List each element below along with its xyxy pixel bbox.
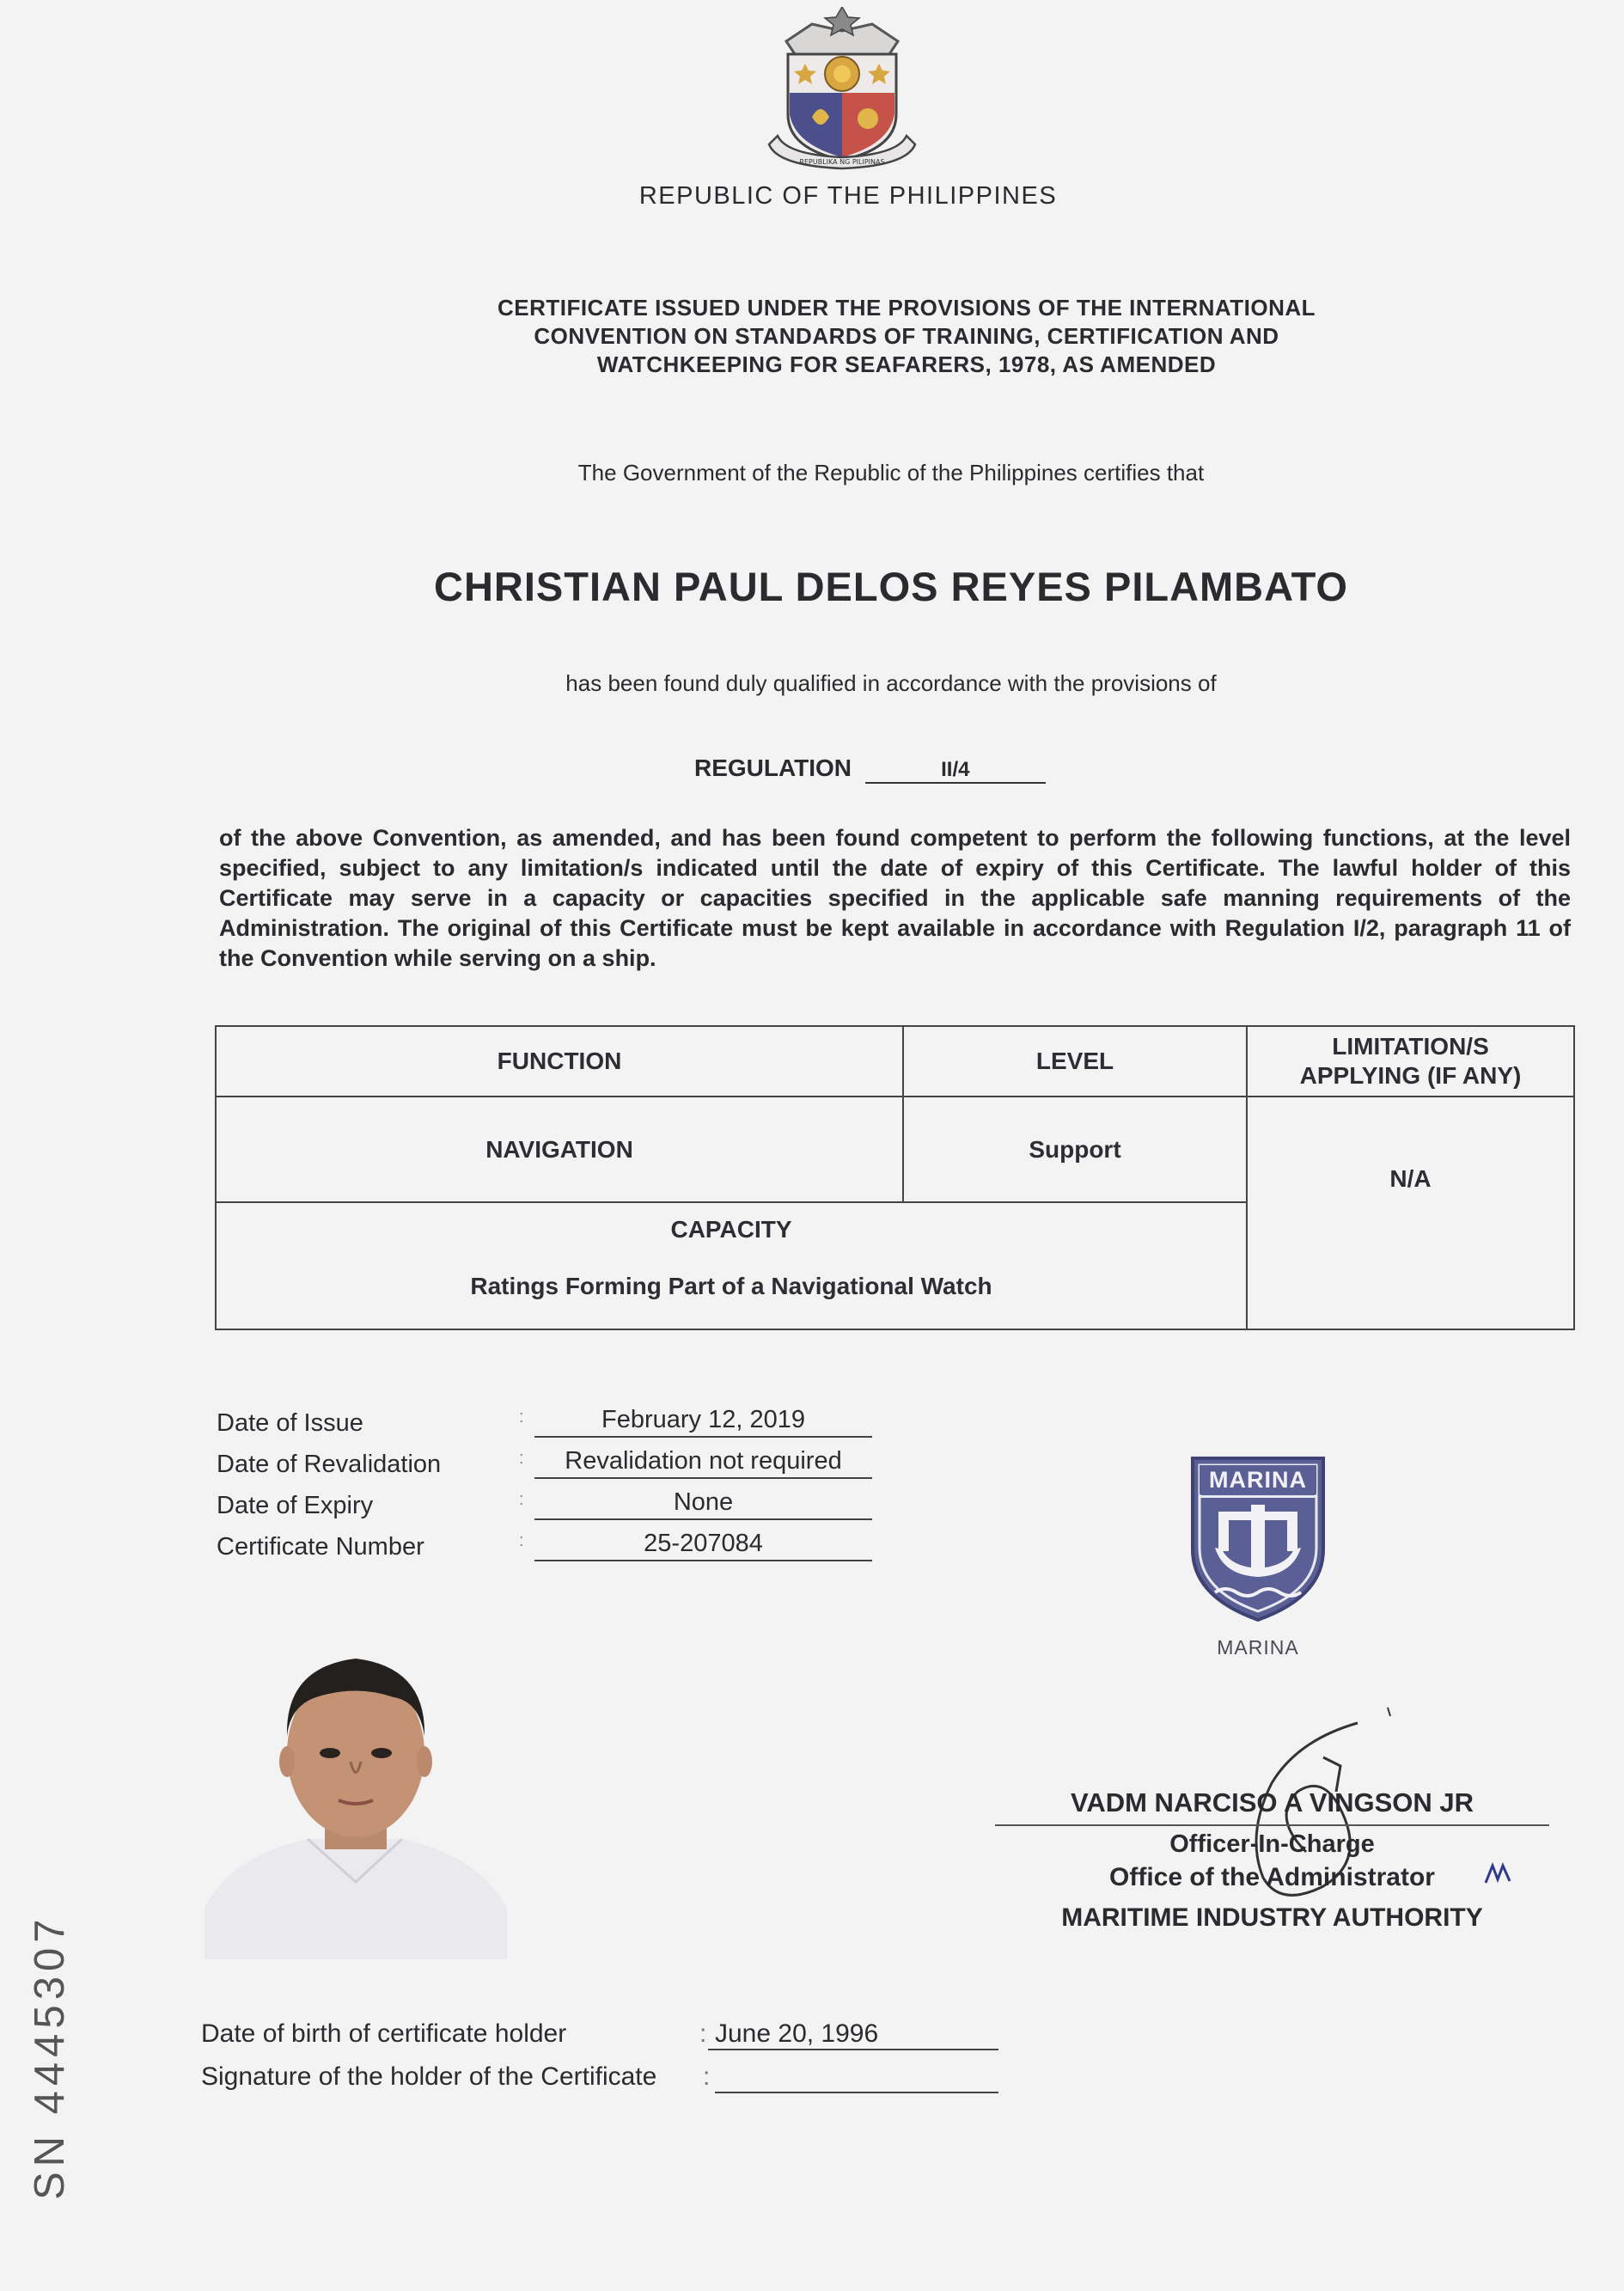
regulation-value: II/4 [865, 758, 1046, 784]
convention-heading [412, 294, 1401, 379]
dob-label: Date of birth of certificate holder [201, 2019, 567, 2048]
cell-limitations: N/A [1389, 1165, 1432, 1192]
marina-caption: MARINA [1217, 1636, 1299, 1659]
convention-heading-line: CERTIFICATE ISSUED UNDER THE PROVISIONS OF THE INTERNATIONAL [497, 295, 1316, 321]
date-label: Date of Expiry [217, 1492, 374, 1519]
date-value: 25-207084 [534, 1530, 872, 1561]
colon: : [519, 1490, 524, 1509]
header-limitations [1248, 1027, 1573, 1096]
colon: : [699, 2019, 707, 2048]
philippine-coat-of-arms-icon [760, 7, 924, 172]
date-row-certificate-number [217, 1526, 990, 1567]
holder-name: CHRISTIAN PAUL DELOS REYES PILAMBATO [434, 564, 1348, 609]
officer-name: VADM NARCISO A VINGSON JR [1070, 1787, 1474, 1818]
svg-text:REPUBLIKA NG PILIPINAS: REPUBLIKA NG PILIPINAS [799, 158, 885, 166]
colon: : [519, 1408, 524, 1427]
serial-number: SN 4445307 [27, 1914, 73, 2200]
colon: : [519, 1449, 524, 1468]
qualified-statement: has been found duly qualified in accordance with the provisions of [565, 670, 1217, 696]
capacity-value: Ratings Forming Part of a Navigational Watch [470, 1273, 992, 1299]
certifies-statement: The Government of the Republic of the Philippines certifies that [577, 460, 1205, 486]
colon: : [519, 1531, 524, 1550]
date-label: Date of Revalidation [217, 1451, 442, 1478]
officer-signature-line [995, 1824, 1549, 1826]
officer-title: Officer-In-Charge [1169, 1830, 1375, 1858]
header-limitations-line: LIMITATION/S [1332, 1033, 1489, 1060]
function-table [215, 1025, 1575, 1330]
competence-paragraph: of the above Convention, as amended, and has been found competent to perform the following functions, at the level specified, subject to any limitation/s indicated until the date of expiry of this Certificate. The lawful holder of this Certificate may serve in a capacity or capacities specified in the applicable safe manning requirements of the Administration. The original of this Certificate must be kept available in accordance with Regulation I/2, paragraph 11 of the Convention while serving on a ship. [219, 825, 1571, 971]
date-value: Revalidation not required [534, 1447, 872, 1479]
date-label: Date of Issue [217, 1409, 363, 1437]
regulation-field [694, 755, 1046, 784]
holder-photo [205, 1624, 507, 1959]
date-row-issue [217, 1402, 990, 1444]
dob-value: June 20, 1996 [708, 2019, 998, 2050]
header-level: LEVEL [1035, 1048, 1114, 1074]
capacity-label: CAPACITY [670, 1216, 792, 1243]
date-value: None [534, 1488, 872, 1520]
cell-level: Support [1029, 1135, 1121, 1163]
convention-heading-line: WATCHKEEPING FOR SEAFARERS, 1978, AS AMENDED [596, 351, 1217, 377]
convention-heading-line: CONVENTION ON STANDARDS OF TRAINING, CERTIFICATION AND [534, 323, 1279, 349]
date-row-revalidation [217, 1444, 990, 1485]
officer-office: Office of the Administrator [1109, 1863, 1435, 1891]
officer-agency: MARITIME INDUSTRY AUTHORITY [1061, 1903, 1483, 1932]
svg-text:MARINA: MARINA [1209, 1467, 1307, 1493]
country-title: REPUBLIC OF THE PHILIPPINES [638, 182, 1058, 210]
header-limitations-line: APPLYING (IF ANY) [1299, 1062, 1522, 1089]
regulation-label: REGULATION [694, 755, 852, 781]
date-label: Certificate Number [217, 1533, 424, 1561]
holder-signature-label: Signature of the holder of the Certificate [201, 2062, 657, 2091]
date-value: February 12, 2019 [534, 1406, 872, 1438]
cell-function: NAVIGATION [485, 1135, 633, 1163]
date-row-expiry [217, 1485, 990, 1526]
colon: : [703, 2062, 711, 2091]
header-function: FUNCTION [497, 1048, 622, 1074]
marina-logo-icon [1189, 1455, 1327, 1622]
holder-signature-field [715, 2062, 998, 2093]
